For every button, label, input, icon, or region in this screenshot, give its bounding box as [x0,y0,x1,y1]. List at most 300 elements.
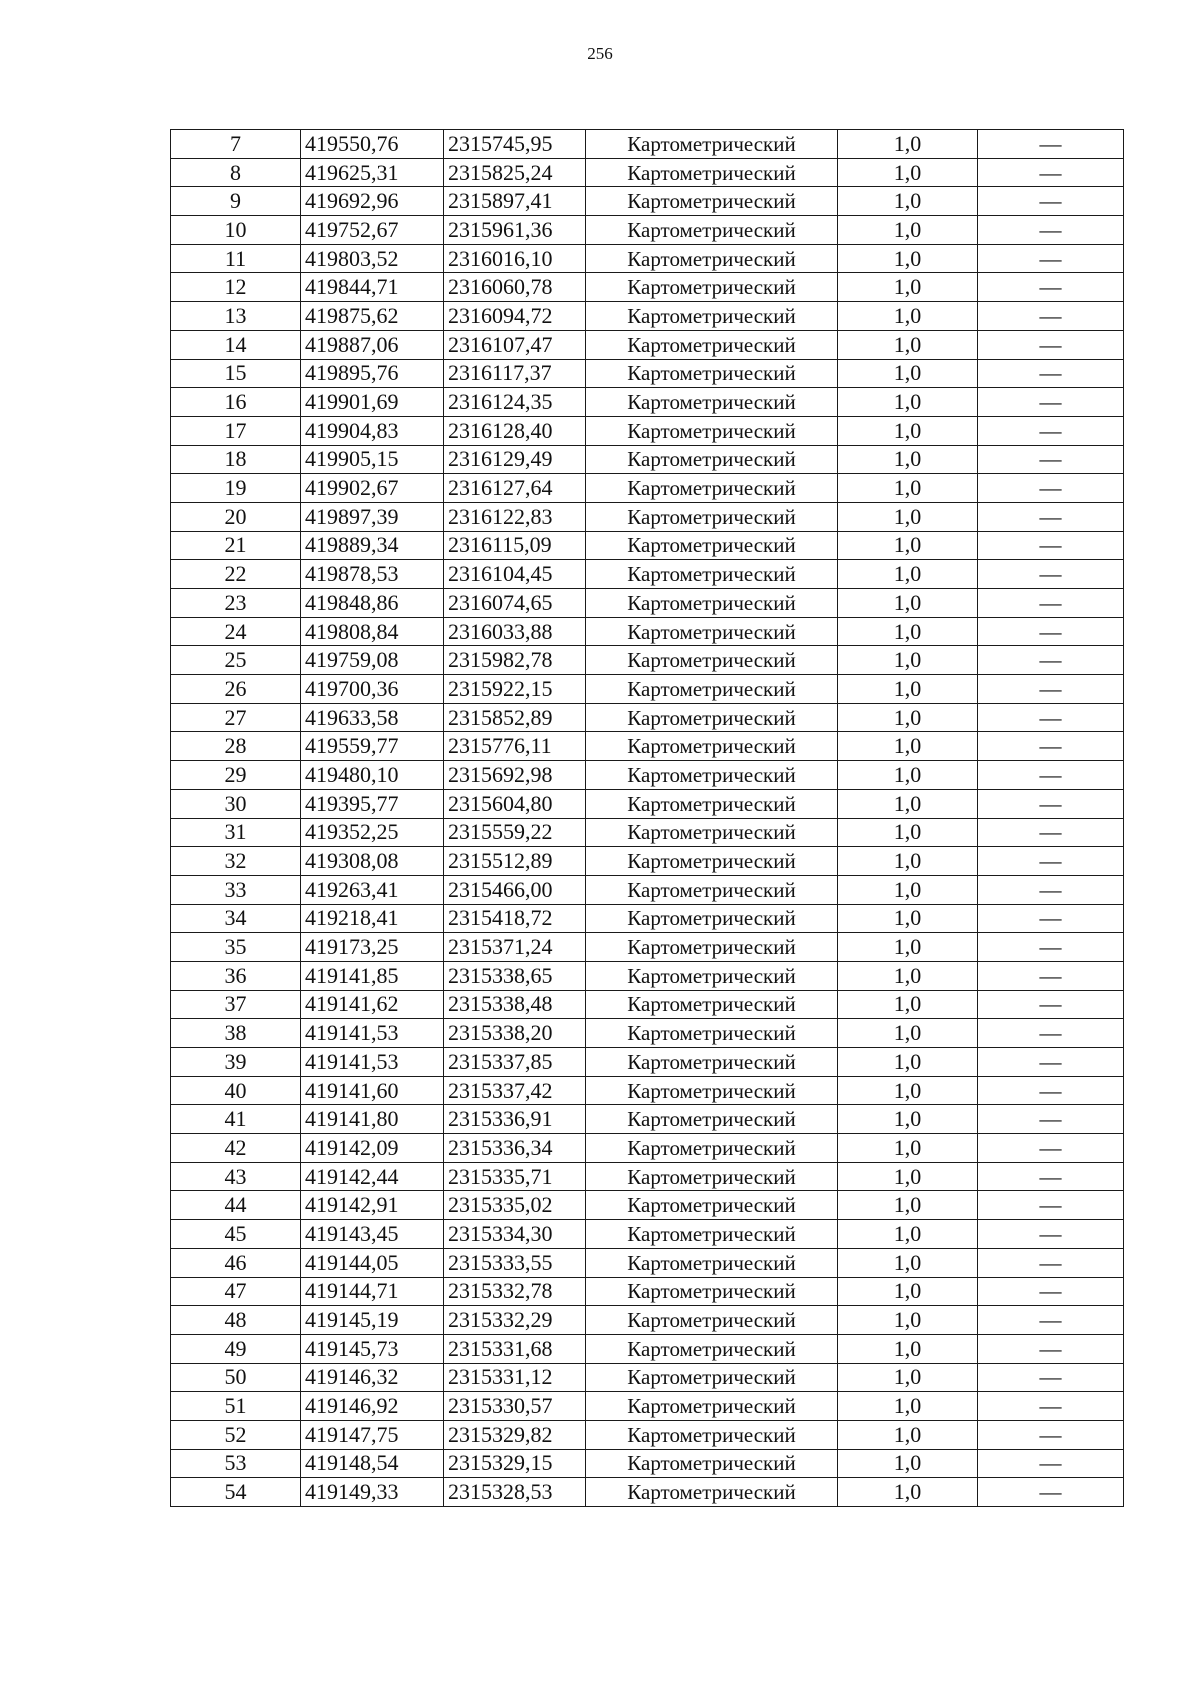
point-number-cell: 28 [171,732,301,761]
method-cell: Картометрический [586,1220,838,1249]
method-cell: Картометрический [586,302,838,331]
method-cell: Картометрический [586,990,838,1019]
x-coordinate-cell: 419808,84 [301,617,444,646]
y-coordinate-cell: 2315922,15 [444,675,586,704]
method-cell: Картометрический [586,216,838,245]
accuracy-cell: 1,0 [838,359,978,388]
x-coordinate-cell: 419895,76 [301,359,444,388]
accuracy-cell: 1,0 [838,875,978,904]
point-number-cell: 47 [171,1277,301,1306]
x-coordinate-cell: 419901,69 [301,388,444,417]
description-cell: — [978,904,1124,933]
method-cell: Картометрический [586,875,838,904]
y-coordinate-cell: 2315604,80 [444,789,586,818]
point-number-cell: 12 [171,273,301,302]
method-cell: Картометрический [586,1048,838,1077]
accuracy-cell: 1,0 [838,617,978,646]
y-coordinate-cell: 2315418,72 [444,904,586,933]
method-cell: Картометрический [586,1277,838,1306]
x-coordinate-cell: 419141,53 [301,1019,444,1048]
accuracy-cell: 1,0 [838,416,978,445]
point-number-cell: 17 [171,416,301,445]
x-coordinate-cell: 419902,67 [301,474,444,503]
y-coordinate-cell: 2315331,68 [444,1334,586,1363]
accuracy-cell: 1,0 [838,1076,978,1105]
accuracy-cell: 1,0 [838,789,978,818]
table-row [171,675,1124,704]
x-coordinate-cell: 419141,80 [301,1105,444,1134]
table-row [171,818,1124,847]
method-cell: Картометрический [586,933,838,962]
table-row [171,1134,1124,1163]
method-cell: Картометрический [586,589,838,618]
accuracy-cell: 1,0 [838,187,978,216]
accuracy-cell: 1,0 [838,1105,978,1134]
x-coordinate-cell: 419141,53 [301,1048,444,1077]
y-coordinate-cell: 2316124,35 [444,388,586,417]
description-cell: — [978,675,1124,704]
table-row [171,1478,1124,1507]
x-coordinate-cell: 419144,05 [301,1248,444,1277]
point-number-cell: 20 [171,502,301,531]
x-coordinate-cell: 419141,85 [301,961,444,990]
description-cell: — [978,1334,1124,1363]
accuracy-cell: 1,0 [838,818,978,847]
table-row [171,130,1124,159]
description-cell: — [978,1048,1124,1077]
table-row [171,1306,1124,1335]
point-number-cell: 10 [171,216,301,245]
accuracy-cell: 1,0 [838,1277,978,1306]
point-number-cell: 13 [171,302,301,331]
description-cell: — [978,416,1124,445]
y-coordinate-cell: 2315334,30 [444,1220,586,1249]
method-cell: Картометрический [586,445,838,474]
accuracy-cell: 1,0 [838,1220,978,1249]
y-coordinate-cell: 2315333,55 [444,1248,586,1277]
description-cell: — [978,847,1124,876]
method-cell: Картометрический [586,560,838,589]
point-number-cell: 40 [171,1076,301,1105]
table-row [171,904,1124,933]
accuracy-cell: 1,0 [838,1019,978,1048]
description-cell: — [978,359,1124,388]
x-coordinate-cell: 419149,33 [301,1478,444,1507]
y-coordinate-cell: 2316094,72 [444,302,586,331]
y-coordinate-cell: 2315852,89 [444,703,586,732]
method-cell: Картометрический [586,646,838,675]
x-coordinate-cell: 419480,10 [301,761,444,790]
method-cell: Картометрический [586,732,838,761]
coordinates-table-body [171,130,1124,1507]
description-cell: — [978,1478,1124,1507]
x-coordinate-cell: 419633,58 [301,703,444,732]
table-row [171,330,1124,359]
method-cell: Картометрический [586,330,838,359]
table-row [171,1420,1124,1449]
accuracy-cell: 1,0 [838,531,978,560]
x-coordinate-cell: 419263,41 [301,875,444,904]
description-cell: — [978,1363,1124,1392]
accuracy-cell: 1,0 [838,302,978,331]
x-coordinate-cell: 419141,62 [301,990,444,1019]
point-number-cell: 49 [171,1334,301,1363]
x-coordinate-cell: 419904,83 [301,416,444,445]
accuracy-cell: 1,0 [838,560,978,589]
x-coordinate-cell: 419887,06 [301,330,444,359]
point-number-cell: 8 [171,158,301,187]
y-coordinate-cell: 2316122,83 [444,502,586,531]
description-cell: — [978,560,1124,589]
method-cell: Картометрический [586,904,838,933]
accuracy-cell: 1,0 [838,1248,978,1277]
y-coordinate-cell: 2316129,49 [444,445,586,474]
table-row [171,933,1124,962]
table-row [171,416,1124,445]
description-cell: — [978,761,1124,790]
description-cell: — [978,732,1124,761]
table-row [171,589,1124,618]
accuracy-cell: 1,0 [838,847,978,876]
accuracy-cell: 1,0 [838,1134,978,1163]
method-cell: Картометрический [586,847,838,876]
accuracy-cell: 1,0 [838,130,978,159]
table-row [171,990,1124,1019]
x-coordinate-cell: 419700,36 [301,675,444,704]
method-cell: Картометрический [586,1420,838,1449]
point-number-cell: 54 [171,1478,301,1507]
description-cell: — [978,933,1124,962]
description-cell: — [978,1449,1124,1478]
point-number-cell: 51 [171,1392,301,1421]
method-cell: Картометрический [586,1449,838,1478]
y-coordinate-cell: 2315332,78 [444,1277,586,1306]
table-row [171,1019,1124,1048]
point-number-cell: 44 [171,1191,301,1220]
accuracy-cell: 1,0 [838,1392,978,1421]
description-cell: — [978,244,1124,273]
accuracy-cell: 1,0 [838,589,978,618]
x-coordinate-cell: 419352,25 [301,818,444,847]
y-coordinate-cell: 2315337,85 [444,1048,586,1077]
y-coordinate-cell: 2316115,09 [444,531,586,560]
table-row [171,560,1124,589]
description-cell: — [978,502,1124,531]
description-cell: — [978,1392,1124,1421]
x-coordinate-cell: 419308,08 [301,847,444,876]
point-number-cell: 23 [171,589,301,618]
y-coordinate-cell: 2315692,98 [444,761,586,790]
y-coordinate-cell: 2315329,82 [444,1420,586,1449]
y-coordinate-cell: 2315330,57 [444,1392,586,1421]
accuracy-cell: 1,0 [838,646,978,675]
x-coordinate-cell: 419878,53 [301,560,444,589]
accuracy-cell: 1,0 [838,761,978,790]
x-coordinate-cell: 419844,71 [301,273,444,302]
y-coordinate-cell: 2315512,89 [444,847,586,876]
point-number-cell: 38 [171,1019,301,1048]
description-cell: — [978,1191,1124,1220]
y-coordinate-cell: 2316128,40 [444,416,586,445]
method-cell: Картометрический [586,1306,838,1335]
description-cell: — [978,1220,1124,1249]
description-cell: — [978,875,1124,904]
table-row [171,1191,1124,1220]
point-number-cell: 34 [171,904,301,933]
method-cell: Картометрический [586,502,838,531]
accuracy-cell: 1,0 [838,388,978,417]
description-cell: — [978,617,1124,646]
point-number-cell: 35 [171,933,301,962]
description-cell: — [978,302,1124,331]
accuracy-cell: 1,0 [838,158,978,187]
accuracy-cell: 1,0 [838,216,978,245]
y-coordinate-cell: 2315328,53 [444,1478,586,1507]
method-cell: Картометрический [586,531,838,560]
accuracy-cell: 1,0 [838,330,978,359]
method-cell: Картометрический [586,1105,838,1134]
y-coordinate-cell: 2315331,12 [444,1363,586,1392]
table-row [171,961,1124,990]
accuracy-cell: 1,0 [838,1191,978,1220]
accuracy-cell: 1,0 [838,1162,978,1191]
description-cell: — [978,789,1124,818]
description-cell: — [978,187,1124,216]
x-coordinate-cell: 419146,92 [301,1392,444,1421]
point-number-cell: 24 [171,617,301,646]
method-cell: Картометрический [586,1363,838,1392]
method-cell: Картометрический [586,416,838,445]
y-coordinate-cell: 2315332,29 [444,1306,586,1335]
y-coordinate-cell: 2315982,78 [444,646,586,675]
table-row [171,445,1124,474]
accuracy-cell: 1,0 [838,703,978,732]
point-number-cell: 15 [171,359,301,388]
description-cell: — [978,1019,1124,1048]
y-coordinate-cell: 2315961,36 [444,216,586,245]
x-coordinate-cell: 419143,45 [301,1220,444,1249]
y-coordinate-cell: 2315335,71 [444,1162,586,1191]
description-cell: — [978,961,1124,990]
method-cell: Картометрический [586,1248,838,1277]
point-number-cell: 27 [171,703,301,732]
table-row [171,875,1124,904]
x-coordinate-cell: 419142,09 [301,1134,444,1163]
y-coordinate-cell: 2316107,47 [444,330,586,359]
y-coordinate-cell: 2315745,95 [444,130,586,159]
y-coordinate-cell: 2316074,65 [444,589,586,618]
y-coordinate-cell: 2315337,42 [444,1076,586,1105]
table-row [171,388,1124,417]
y-coordinate-cell: 2316104,45 [444,560,586,589]
x-coordinate-cell: 419142,91 [301,1191,444,1220]
method-cell: Картометрический [586,617,838,646]
method-cell: Картометрический [586,359,838,388]
point-number-cell: 37 [171,990,301,1019]
table-row [171,273,1124,302]
description-cell: — [978,158,1124,187]
method-cell: Картометрический [586,1334,838,1363]
table-row [171,732,1124,761]
method-cell: Картометрический [586,761,838,790]
method-cell: Картометрический [586,244,838,273]
table-row [171,158,1124,187]
accuracy-cell: 1,0 [838,1048,978,1077]
table-row [171,302,1124,331]
x-coordinate-cell: 419848,86 [301,589,444,618]
method-cell: Картометрический [586,1134,838,1163]
point-number-cell: 7 [171,130,301,159]
x-coordinate-cell: 419550,76 [301,130,444,159]
x-coordinate-cell: 419141,60 [301,1076,444,1105]
x-coordinate-cell: 419889,34 [301,531,444,560]
method-cell: Картометрический [586,818,838,847]
point-number-cell: 50 [171,1363,301,1392]
description-cell: — [978,818,1124,847]
x-coordinate-cell: 419803,52 [301,244,444,273]
x-coordinate-cell: 419148,54 [301,1449,444,1478]
x-coordinate-cell: 419905,15 [301,445,444,474]
accuracy-cell: 1,0 [838,445,978,474]
description-cell: — [978,589,1124,618]
point-number-cell: 29 [171,761,301,790]
method-cell: Картометрический [586,158,838,187]
table-row [171,703,1124,732]
point-number-cell: 31 [171,818,301,847]
point-number-cell: 11 [171,244,301,273]
x-coordinate-cell: 419145,73 [301,1334,444,1363]
y-coordinate-cell: 2315338,48 [444,990,586,1019]
y-coordinate-cell: 2316127,64 [444,474,586,503]
point-number-cell: 46 [171,1248,301,1277]
description-cell: — [978,1105,1124,1134]
description-cell: — [978,703,1124,732]
table-row [171,1162,1124,1191]
table-row [171,1334,1124,1363]
point-number-cell: 9 [171,187,301,216]
description-cell: — [978,1134,1124,1163]
coordinates-table [170,129,1124,1507]
description-cell: — [978,1306,1124,1335]
table-row [171,216,1124,245]
y-coordinate-cell: 2315336,91 [444,1105,586,1134]
point-number-cell: 32 [171,847,301,876]
description-cell: — [978,445,1124,474]
x-coordinate-cell: 419146,32 [301,1363,444,1392]
description-cell: — [978,216,1124,245]
method-cell: Картометрический [586,703,838,732]
x-coordinate-cell: 419395,77 [301,789,444,818]
method-cell: Картометрический [586,1076,838,1105]
y-coordinate-cell: 2315329,15 [444,1449,586,1478]
description-cell: — [978,474,1124,503]
point-number-cell: 45 [171,1220,301,1249]
x-coordinate-cell: 419173,25 [301,933,444,962]
description-cell: — [978,990,1124,1019]
x-coordinate-cell: 419759,08 [301,646,444,675]
y-coordinate-cell: 2315825,24 [444,158,586,187]
point-number-cell: 21 [171,531,301,560]
accuracy-cell: 1,0 [838,1449,978,1478]
table-row [171,789,1124,818]
point-number-cell: 33 [171,875,301,904]
method-cell: Картометрический [586,961,838,990]
x-coordinate-cell: 419147,75 [301,1420,444,1449]
y-coordinate-cell: 2316016,10 [444,244,586,273]
point-number-cell: 26 [171,675,301,704]
table-row [171,359,1124,388]
table-row [171,1048,1124,1077]
table-row [171,1076,1124,1105]
accuracy-cell: 1,0 [838,474,978,503]
point-number-cell: 22 [171,560,301,589]
table-row [171,244,1124,273]
accuracy-cell: 1,0 [838,675,978,704]
y-coordinate-cell: 2315371,24 [444,933,586,962]
y-coordinate-cell: 2316060,78 [444,273,586,302]
table-row [171,847,1124,876]
y-coordinate-cell: 2315776,11 [444,732,586,761]
accuracy-cell: 1,0 [838,1420,978,1449]
point-number-cell: 52 [171,1420,301,1449]
table-row [171,531,1124,560]
table-row [171,1392,1124,1421]
x-coordinate-cell: 419218,41 [301,904,444,933]
x-coordinate-cell: 419897,39 [301,502,444,531]
method-cell: Картометрический [586,130,838,159]
method-cell: Картометрический [586,1162,838,1191]
table-row [171,1363,1124,1392]
description-cell: — [978,388,1124,417]
point-number-cell: 53 [171,1449,301,1478]
x-coordinate-cell: 419692,96 [301,187,444,216]
point-number-cell: 18 [171,445,301,474]
x-coordinate-cell: 419144,71 [301,1277,444,1306]
method-cell: Картометрический [586,1019,838,1048]
method-cell: Картометрический [586,474,838,503]
method-cell: Картометрический [586,388,838,417]
point-number-cell: 30 [171,789,301,818]
description-cell: — [978,130,1124,159]
description-cell: — [978,330,1124,359]
description-cell: — [978,531,1124,560]
description-cell: — [978,1420,1124,1449]
x-coordinate-cell: 419752,67 [301,216,444,245]
description-cell: — [978,1248,1124,1277]
y-coordinate-cell: 2316117,37 [444,359,586,388]
table-row [171,474,1124,503]
table-row [171,646,1124,675]
method-cell: Картометрический [586,273,838,302]
point-number-cell: 25 [171,646,301,675]
y-coordinate-cell: 2315897,41 [444,187,586,216]
table-row [171,187,1124,216]
description-cell: — [978,1277,1124,1306]
table-row [171,1248,1124,1277]
point-number-cell: 48 [171,1306,301,1335]
method-cell: Картометрический [586,187,838,216]
method-cell: Картометрический [586,789,838,818]
point-number-cell: 19 [171,474,301,503]
method-cell: Картометрический [586,1478,838,1507]
description-cell: — [978,1162,1124,1191]
x-coordinate-cell: 419875,62 [301,302,444,331]
accuracy-cell: 1,0 [838,933,978,962]
point-number-cell: 14 [171,330,301,359]
description-cell: — [978,646,1124,675]
table-row [171,617,1124,646]
accuracy-cell: 1,0 [838,1363,978,1392]
